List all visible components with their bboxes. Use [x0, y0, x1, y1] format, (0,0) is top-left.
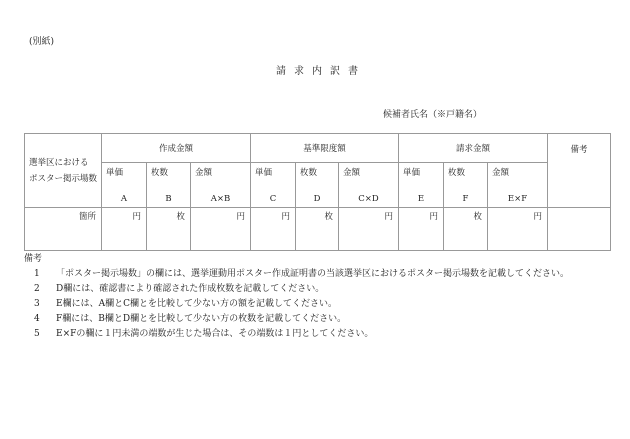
cell-cxd[interactable]: 円 [339, 208, 399, 251]
col-exf-header: 金額 E×F [488, 163, 548, 208]
document-title: 請求内訳書 [276, 66, 366, 77]
col-e-header: 単価 E [399, 163, 444, 208]
standard-limit-header: 基準限度額 [251, 134, 399, 163]
note-item: 4 F欄には、B欄とD欄とを比較して少ない方の枚数を記載してください。 [34, 314, 347, 324]
cell-a[interactable]: 円 [102, 208, 147, 251]
cell-axb[interactable]: 円 [191, 208, 251, 251]
candidate-name-label: 候補者氏名（※戸籍名） [383, 110, 483, 120]
claim-amount-header: 請求金額 [399, 134, 548, 163]
col-a-header: 単価 A [102, 163, 147, 208]
cell-b[interactable]: 枚 [147, 208, 191, 251]
poster-sites-cell[interactable]: 箇所 [25, 208, 102, 251]
poster-sites-header: 選挙区における ポスター掲示場数 [25, 134, 102, 208]
cell-d[interactable]: 枚 [296, 208, 339, 251]
col-c-header: 単価 C [251, 163, 296, 208]
cell-c[interactable]: 円 [251, 208, 296, 251]
production-amount-header: 作成金額 [102, 134, 251, 163]
invoice-breakdown-table [24, 133, 611, 251]
table-row [25, 208, 611, 251]
attachment-label: (別紙) [29, 37, 55, 47]
cell-f[interactable]: 枚 [444, 208, 488, 251]
col-b-header: 枚数 B [147, 163, 191, 208]
col-f-header: 枚数 F [444, 163, 488, 208]
note-item: 5 E×Fの欄に１円未満の端数が生じた場合は、その端数は１円としてください。 [34, 329, 374, 339]
cell-remarks[interactable] [548, 208, 611, 251]
notes-title: 備考 [24, 254, 43, 264]
cell-e[interactable]: 円 [399, 208, 444, 251]
cell-exf[interactable]: 円 [488, 208, 548, 251]
note-item: 2 D欄には、確認書により確認された作成枚数を記載してください。 [34, 284, 325, 294]
col-axb-header: 金額 A×B [191, 163, 251, 208]
col-cxd-header: 金額 C×D [339, 163, 399, 208]
note-item: 3 E欄には、A欄とC欄とを比較して少ない方の額を記載してください。 [34, 299, 337, 309]
note-item: 1 「ポスター掲示場数」の欄には、選挙運動用ポスター作成証明書の当該選挙区におけるポスター掲示場数を記載してください。 [34, 269, 570, 279]
col-d-header: 枚数 D [296, 163, 339, 208]
remarks-header: 備考 [548, 134, 611, 208]
